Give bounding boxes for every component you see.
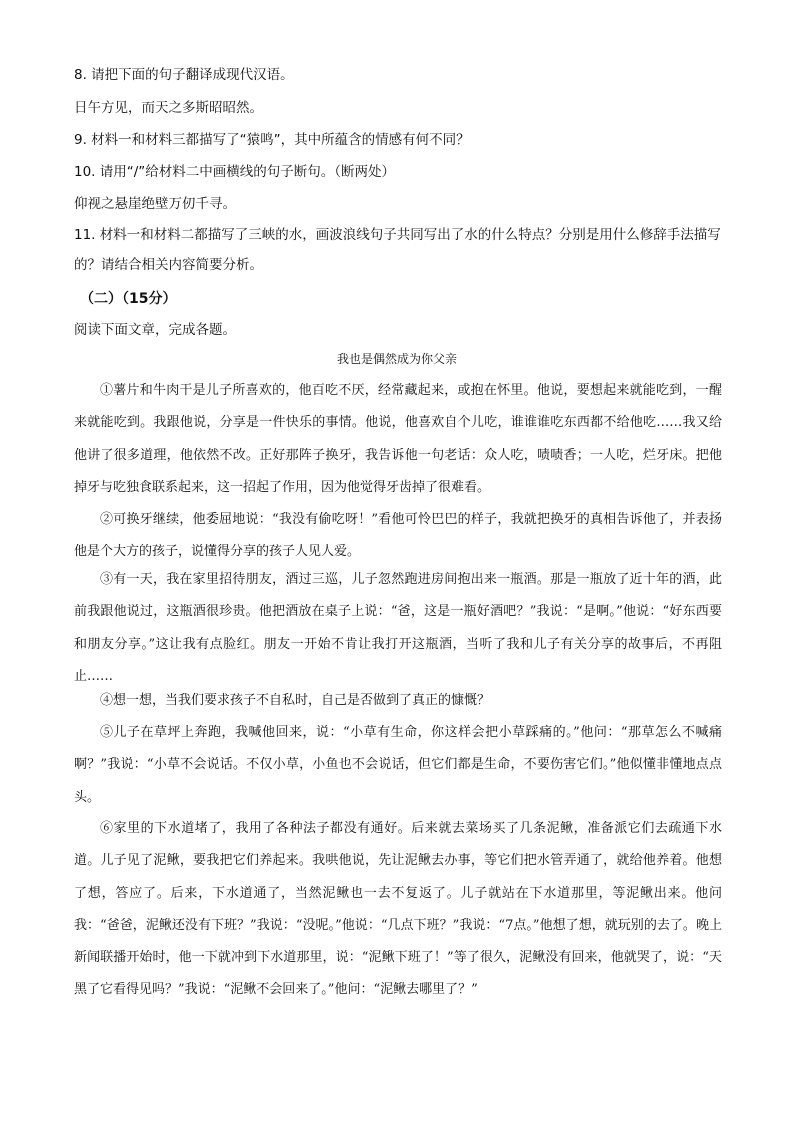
article-paragraph-1: ①薯片和牛肉干是儿子所喜欢的，他百吃不厌，经常藏起来，或抱在怀里。他说，要想起来就能吃到，一醒来就能吃到。我跟他说，分享是一件快乐的事情。他说，他喜欢自个儿吃，谁谁谁吃东西都不给他吃……我又给他讲了很多道理，他依然不改。正好那阵子换牙，我告诉他一句老话：众人吃，啧啧香；一人吃，烂牙床。把他掉牙与吃独食联系起来，这一招起了作用，因为他觉得牙齿掉了很难看。	[74, 383, 722, 495]
article-paragraph-4: ④想一想，当我们要求孩子不自私时，自己是否做到了真正的慷慨？	[100, 693, 491, 708]
article-paragraph-2: ②可换牙继续，他委屈地说：“我没有偷吃呀！”看他可怜巴巴的样子，我就把换牙的真相告诉他了，并表扬他是个大方的孩子，说懂得分享的孩子人见人爱。	[74, 512, 722, 560]
article-paragraph-3: ③有一天，我在家里招待朋友，酒过三巡，儿子忽然跑进房间抱出来一瓶酒。那是一瓶放了近十年的酒，此前我跟他说过，这瓶酒很珍贵。他把酒放在桌子上说：“爸，这是一瓶好酒吧？”我说：“是啊。”他说：“好东西要和朋友分享。”这让我有点脸红。朋友一开始不肯让我打开这瓶酒，当听了我和儿子有关分享的故事后，不再阻止……	[74, 572, 722, 684]
section-instruction: 阅读下面文章，完成各题。	[74, 322, 236, 338]
question-9: 9. 材料一和材料三都描写了“猿鸣”，其中所蕴含的情感有何不同？	[74, 132, 470, 148]
question-10: 10. 请用“/”给材料二中画横线的句子断句。（断两处）	[74, 164, 396, 180]
question-11: 11. 材料一和材料二都描写了三峡的水，画波浪线句子共同写出了水的什么特点？分别是用什么修辞手法描写的？请结合相关内容简要分析。	[74, 227, 721, 273]
section-heading: （二）（15分）	[80, 291, 177, 307]
article-paragraph-5: ⑤儿子在草坪上奔跑，我喊他回来，说：“小草有生命，你这样会把小草踩痛的。”他问：“那草怎么不喊痛啊？”我说：“小草不会说话。不仅小草，小鱼也不会说话，但它们都是生命，不要伤害它们。”他似懂非懂地点点头。	[74, 725, 722, 805]
article-title: 我也是偶然成为你父亲	[336, 352, 457, 366]
question-8: 8. 请把下面的句子翻译成现代汉语。	[74, 67, 294, 83]
question-8-sentence: 日午方见，而天之多斯昭昭然。	[74, 100, 263, 116]
article-paragraph-6: ⑥家里的下水道堵了，我用了各种法子都没有通好。后来就去菜场买了几条泥鳅，准备派它们去疏通下水道。儿子见了泥鳅，要我把它们养起来。我哄他说，先让泥鳅去办事，等它们把水管弄通了，就给他养着。他想了想，答应了。后来，下水道通了，当然泥鳅也一去不复返了。儿子就站在下水道那里，等泥鳅出来。他问我：“爸爸，泥鳅还没有下班？”我说：“没呢。”他说：“几点下班？”我说：“7点。”他想了想，就玩别的去了。晚上新闻联播开始时，他一下就冲到下水道那里，说：“泥鳅下班了！”等了很久，泥鳅没有回来，他就哭了，说：“天黑了它看得见吗？”我说：“泥鳅不会回来了。”他问：“泥鳅去哪里了？”	[74, 821, 722, 998]
question-10-sentence: 仰视之悬崖绝壁万仞千寻。	[74, 196, 236, 212]
